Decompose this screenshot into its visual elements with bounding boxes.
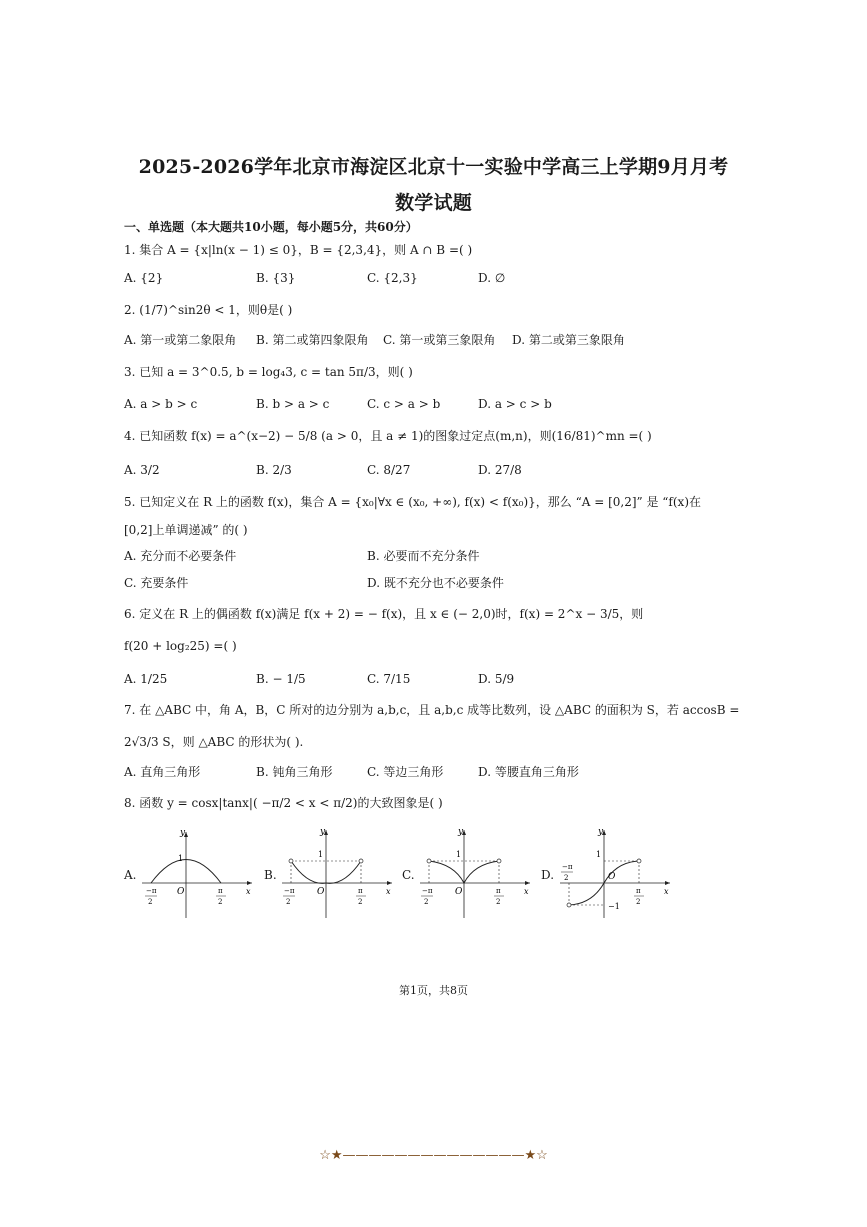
svg-text:O: O bbox=[177, 887, 185, 897]
svg-text:x: x bbox=[246, 887, 251, 896]
svg-text:x: x bbox=[524, 887, 529, 896]
decorative-divider: ☆★——————————————★☆ bbox=[319, 1148, 548, 1163]
svg-text:O: O bbox=[608, 872, 616, 882]
q5-option-b: B. 必要而不充分条件 bbox=[367, 549, 480, 563]
q4-option-d: D. 27/8 bbox=[478, 463, 522, 477]
svg-text:2: 2 bbox=[286, 898, 291, 906]
q3-option-b: B. b > a > c bbox=[256, 397, 330, 411]
page-footer: 第1页，共8页 bbox=[399, 984, 468, 997]
q8-graph-b bbox=[278, 826, 398, 921]
svg-text:2: 2 bbox=[424, 898, 429, 906]
q2-option-c: C. 第一或第三象限角 bbox=[383, 333, 496, 347]
question-4: 4. 已知函数 f(x) = a^(x−2) − 5/8 (a > 0，且 a ≠ 1)的图象过定点(m,n)，则(16/81)^mn =( ) bbox=[124, 429, 652, 443]
svg-text:2: 2 bbox=[564, 874, 569, 882]
question-3: 3. 已知 a = 3^0.5, b = log₄3, c = tan 5π/3，则( ) bbox=[124, 365, 413, 379]
q2-option-b: B. 第二或第四象限角 bbox=[256, 333, 369, 347]
q1-option-d: D. ∅ bbox=[478, 271, 506, 285]
q7-option-d: D. 等腰直角三角形 bbox=[478, 765, 579, 779]
q1-option-c: C. {2,3} bbox=[367, 271, 418, 285]
q8-graph-c bbox=[416, 826, 536, 921]
svg-text:−π: −π bbox=[146, 887, 157, 895]
svg-text:2: 2 bbox=[218, 898, 223, 906]
exam-title: 2025-2026学年北京市海淀区北京十一实验中学高三上学期9月月考 bbox=[138, 156, 729, 178]
q5-option-c: C. 充要条件 bbox=[124, 576, 189, 590]
svg-text:π: π bbox=[636, 887, 641, 895]
q3-option-a: A. a > b > c bbox=[124, 397, 198, 411]
q5-option-d: D. 既不充分也不必要条件 bbox=[367, 576, 504, 590]
section-heading: 一、单选题（本大题共10小题，每小题5分，共60分） bbox=[124, 220, 418, 234]
q4-option-b: B. 2/3 bbox=[256, 463, 292, 477]
q3-option-d: D. a > c > b bbox=[478, 397, 552, 411]
exam-subtitle: 数学试题 bbox=[395, 192, 472, 214]
svg-text:−π: −π bbox=[422, 887, 433, 895]
question-6-line-1: 6. 定义在 R 上的偶函数 f(x)满足 f(x + 2) = − f(x)，且 x ∈ (− 2,0)时，f(x) = 2^x − 3/5，则 bbox=[124, 607, 644, 621]
svg-text:x: x bbox=[664, 887, 669, 896]
q8-graph-label-d: D. bbox=[541, 868, 555, 882]
q6-option-a: A. 1/25 bbox=[124, 672, 168, 686]
svg-text:y: y bbox=[180, 828, 186, 838]
q1-option-a: A. {2} bbox=[124, 271, 164, 285]
svg-text:y: y bbox=[320, 827, 326, 837]
svg-text:1: 1 bbox=[456, 850, 462, 859]
question-7-line-2: 2√3/3 S，则 △ABC 的形状为( ). bbox=[124, 735, 304, 749]
svg-text:π: π bbox=[358, 887, 363, 895]
question-5-line-2: [0,2]上单调递减” 的( ) bbox=[124, 523, 248, 537]
question-7-line-1: 7. 在 △ABC 中，角 A，B，C 所对的边分别为 a,b,c，且 a,b,c 成等比数列，设 △ABC 的面积为 S，若 accosB = bbox=[124, 703, 740, 717]
svg-text:2: 2 bbox=[636, 898, 641, 906]
q8-graph-label-b: B. bbox=[264, 868, 277, 882]
question-1: 1. 集合 A = {x|ln(x − 1) ≤ 0}，B = {2,3,4}，则 A ∩ B =( ) bbox=[124, 243, 473, 257]
svg-text:1: 1 bbox=[596, 850, 602, 859]
svg-text:−1: −1 bbox=[608, 902, 620, 911]
svg-text:2: 2 bbox=[358, 898, 363, 906]
svg-text:x: x bbox=[386, 887, 391, 896]
question-2: 2. (1/7)^sin2θ < 1，则θ是( ) bbox=[124, 303, 293, 317]
svg-text:2: 2 bbox=[148, 898, 153, 906]
q3-option-c: C. c > a > b bbox=[367, 397, 441, 411]
q2-option-a: A. 第一或第二象限角 bbox=[124, 333, 237, 347]
q8-graph-d bbox=[556, 826, 676, 921]
q8-graph-label-c: C. bbox=[402, 868, 415, 882]
q6-option-d: D. 5/9 bbox=[478, 672, 515, 686]
svg-text:2: 2 bbox=[496, 898, 501, 906]
svg-text:1: 1 bbox=[178, 854, 184, 863]
q7-option-c: C. 等边三角形 bbox=[367, 765, 444, 779]
q7-option-b: B. 钝角三角形 bbox=[256, 765, 333, 779]
q4-option-a: A. 3/2 bbox=[124, 463, 160, 477]
svg-text:1: 1 bbox=[318, 850, 324, 859]
q6-option-b: B. − 1/5 bbox=[256, 672, 306, 686]
question-6-line-2: f(20 + log₂25) =( ) bbox=[124, 639, 237, 653]
svg-text:π: π bbox=[218, 887, 223, 895]
svg-text:y: y bbox=[598, 827, 604, 837]
svg-text:π: π bbox=[496, 887, 501, 895]
q6-option-c: C. 7/15 bbox=[367, 672, 411, 686]
q2-option-d: D. 第二或第三象限角 bbox=[512, 333, 625, 347]
q7-option-a: A. 直角三角形 bbox=[124, 765, 201, 779]
svg-text:O: O bbox=[317, 887, 325, 897]
svg-text:O: O bbox=[455, 887, 463, 897]
q1-option-b: B. {3} bbox=[256, 271, 296, 285]
q8-graph-a bbox=[138, 826, 258, 921]
q5-option-a: A. 充分而不必要条件 bbox=[124, 549, 237, 563]
svg-text:−π: −π bbox=[562, 863, 573, 871]
question-8: 8. 函数 y = cosx|tanx|( −π/2 < x < π/2)的大致图象是( ) bbox=[124, 796, 443, 810]
q4-option-c: C. 8/27 bbox=[367, 463, 411, 477]
q8-graph-label-a: A. bbox=[124, 868, 137, 882]
question-5-line-1: 5. 已知定义在 R 上的函数 f(x)，集合 A = {x₀|∀x ∈ (x₀, +∞), f(x) < f(x₀)}，那么 “A = [0,2]” 是 “f(x)在 bbox=[124, 495, 701, 509]
svg-text:y: y bbox=[458, 827, 464, 837]
svg-text:−π: −π bbox=[284, 887, 295, 895]
